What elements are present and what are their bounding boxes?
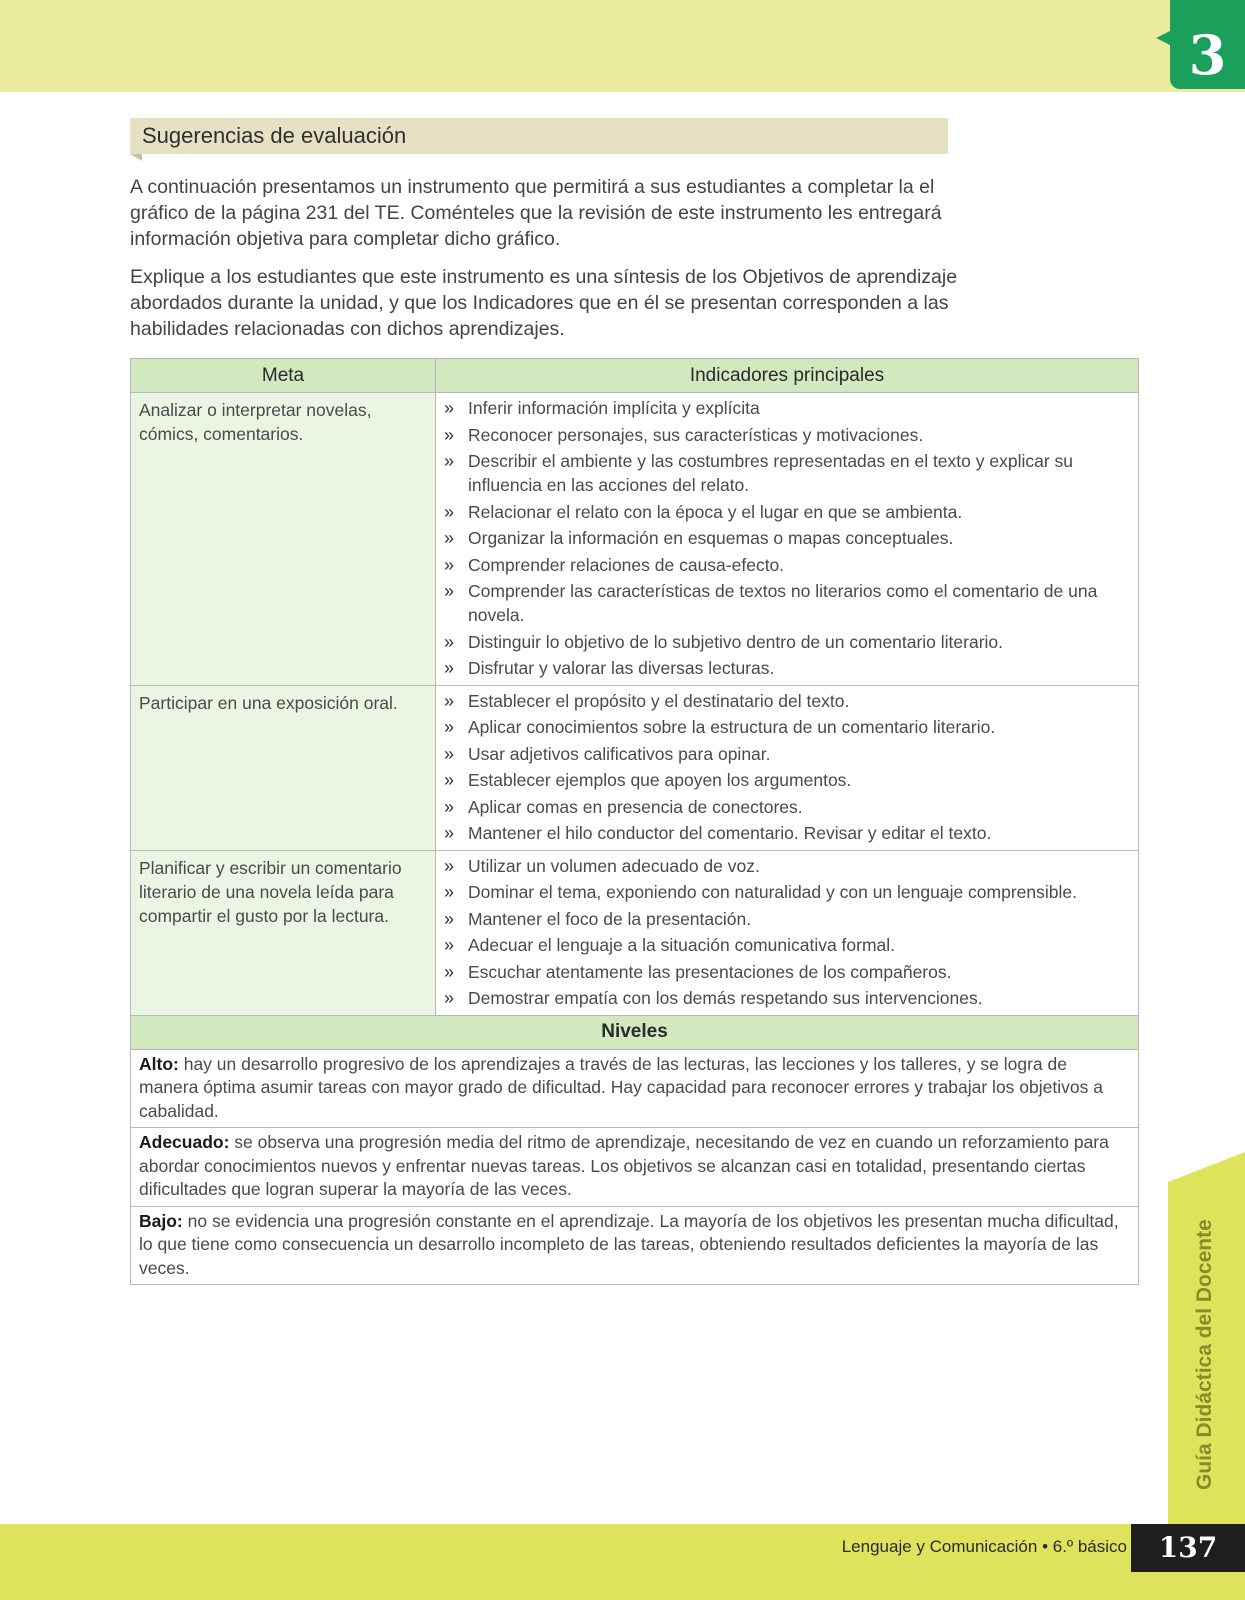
bullet-icon: » bbox=[444, 501, 455, 522]
indicator-item bbox=[444, 630, 1130, 654]
indicator-item bbox=[444, 396, 1130, 420]
indicator-item bbox=[444, 960, 1130, 984]
level-row bbox=[131, 1206, 1139, 1285]
section-title-tail bbox=[130, 154, 142, 161]
indicator-item bbox=[444, 854, 1130, 878]
indicator-item bbox=[444, 986, 1130, 1010]
bullet-icon: » bbox=[444, 935, 455, 955]
indicators-cell bbox=[436, 850, 1139, 1015]
level-label: Alto: bbox=[139, 1053, 179, 1074]
level-label: Bajo: bbox=[139, 1210, 183, 1231]
bullet-icon: » bbox=[444, 554, 455, 575]
bullet-icon: » bbox=[444, 961, 455, 982]
bullet-icon: » bbox=[444, 796, 455, 817]
bullet-icon: » bbox=[444, 855, 455, 876]
indicator-item bbox=[444, 526, 1130, 550]
section-title: Sugerencias de evaluación bbox=[130, 118, 948, 154]
indicator-text: Adecuar el lenguaje a la situación comunicativa formal. bbox=[468, 935, 896, 955]
header-meta: Meta bbox=[131, 359, 436, 393]
indicator-item bbox=[444, 579, 1130, 627]
meta-cell: Analizar o interpretar novelas, cómics, comentarios. bbox=[131, 393, 436, 686]
indicator-text: Comprender las características de textos no literarios como el comentario de una novela. bbox=[468, 581, 1098, 625]
indicator-text: Demostrar empatía con los demás respetando sus intervenciones. bbox=[468, 988, 983, 1008]
table-header-row bbox=[131, 359, 1139, 393]
level-row bbox=[131, 1128, 1139, 1207]
indicator-list bbox=[444, 689, 1130, 846]
bullet-icon: » bbox=[444, 581, 455, 601]
indicator-text: Organizar la información en esquemas o mapas conceptuales. bbox=[468, 528, 954, 548]
table-row bbox=[131, 850, 1139, 1015]
indicator-item bbox=[444, 553, 1130, 577]
indicators-cell bbox=[436, 393, 1139, 686]
indicator-item bbox=[444, 689, 1130, 713]
indicator-text: Describir el ambiente y las costumbres representadas en el texto y explicar su influencia en las acciones del relato. bbox=[468, 451, 1073, 495]
bullet-icon: » bbox=[444, 528, 455, 548]
indicators-cell bbox=[436, 685, 1139, 850]
bullet-icon: » bbox=[444, 770, 455, 790]
indicator-text: Aplicar comas en presencia de conectores. bbox=[468, 796, 803, 817]
level-text: no se evidencia una progresión constante en el aprendizaje. La mayoría de los objetivos les presentan mucha dificultad, lo que tiene como consecuencia un desarrollo incompleto de las tareas, obteniendo resultados deficientes la mayoría de las veces. bbox=[139, 1210, 1119, 1278]
bullet-icon: » bbox=[444, 398, 455, 418]
bullet-icon: » bbox=[444, 823, 455, 843]
indicator-text: Usar adjetivos calificativos para opinar. bbox=[468, 743, 771, 764]
bullet-icon: » bbox=[444, 690, 455, 711]
side-tab-top bbox=[1168, 1152, 1245, 1182]
indicator-text: Disfrutar y valorar las diversas lecturas. bbox=[468, 658, 775, 678]
indicator-list bbox=[444, 854, 1130, 1011]
intro-paragraph-2: Explique a los estudiantes que este instrumento es una síntesis de los Objetivos de aprendizaje abordados durante la unidad, y que los Indicadores que en él se presentan corresponden a las habilidades relacionadas con dichos aprendizajes. bbox=[130, 266, 958, 340]
indicator-item bbox=[444, 933, 1130, 957]
indicator-item bbox=[444, 907, 1130, 931]
indicator-text: Comprender relaciones de causa-efecto. bbox=[468, 554, 785, 575]
indicator-item bbox=[444, 880, 1130, 904]
indicator-item bbox=[444, 768, 1130, 792]
goal-rows bbox=[131, 393, 1139, 1016]
indicator-text: Dominar el tema, exponiendo con naturalidad y con un lenguaje comprensible. bbox=[468, 882, 1077, 902]
indicator-item bbox=[444, 821, 1130, 845]
level-label: Adecuado: bbox=[139, 1132, 230, 1152]
table-row bbox=[131, 393, 1139, 686]
indicator-text: Mantener el hilo conductor del comentario. Revisar y editar el texto. bbox=[468, 823, 992, 843]
side-label: Guía Didáctica del Docente bbox=[1193, 1219, 1216, 1490]
indicator-item bbox=[444, 795, 1130, 819]
bullet-icon: » bbox=[444, 882, 455, 902]
indicator-list bbox=[444, 396, 1130, 680]
indicator-text: Relacionar el relato con la época y el lugar en que se ambienta. bbox=[468, 501, 963, 522]
header-band bbox=[0, 0, 1245, 92]
level-alto bbox=[131, 1049, 1139, 1128]
level-bajo bbox=[131, 1206, 1139, 1285]
bullet-icon: » bbox=[444, 631, 455, 652]
footer-subject: Lenguaje y Comunicación • 6.º básico bbox=[841, 1537, 1127, 1556]
indicator-text: Aplicar conocimientos sobre la estructura de un comentario literario. bbox=[468, 717, 996, 737]
indicator-text: Establecer ejemplos que apoyen los argumentos. bbox=[468, 770, 852, 790]
indicator-item bbox=[444, 423, 1130, 447]
bullet-icon: » bbox=[444, 743, 455, 764]
bullet-icon: » bbox=[444, 658, 455, 678]
level-adecuado bbox=[131, 1128, 1139, 1207]
meta-cell: Participar en una exposición oral. bbox=[131, 685, 436, 850]
levels-header: Niveles bbox=[131, 1015, 1139, 1049]
level-row bbox=[131, 1049, 1139, 1128]
evaluation-table bbox=[130, 358, 1139, 1285]
indicator-text: Reconocer personajes, sus características y motivaciones. bbox=[468, 424, 924, 445]
indicator-text: Escuchar atentamente las presentaciones de los compañeros. bbox=[468, 961, 952, 982]
bullet-icon: » bbox=[444, 908, 455, 929]
intro-paragraph-1: A continuación presentamos un instrumento que permitirá a sus estudiantes a completar la el gráfico de la página 231 del TE. Coménteles que la revisión de este instrumento les entregará información objetiva para completar dicho gráfico. bbox=[130, 176, 942, 250]
bullet-icon: » bbox=[444, 451, 455, 471]
indicator-item bbox=[444, 715, 1130, 739]
level-text: hay un desarrollo progresivo de los aprendizajes a través de las lecturas, las lecciones y los talleres, y se logra de manera óptima asumir tareas con mayor grado de dificultad. Hay capacidad para reconocer errores y trabajar los objetivos a cabalidad. bbox=[139, 1053, 1103, 1121]
levels-header-row bbox=[131, 1015, 1139, 1049]
indicator-text: Distinguir lo objetivo de lo subjetivo dentro de un comentario literario. bbox=[468, 631, 1004, 652]
indicator-text: Mantener el foco de la presentación. bbox=[468, 908, 752, 929]
indicator-item bbox=[444, 742, 1130, 766]
meta-cell: Planificar y escribir un comentario literario de una novela leída para compartir el gusto por la lectura. bbox=[131, 850, 436, 1015]
indicator-item bbox=[444, 500, 1130, 524]
indicator-text: Utilizar un volumen adecuado de voz. bbox=[468, 855, 760, 876]
indicator-text: Establecer el propósito y el destinatario del texto. bbox=[468, 690, 850, 711]
indicator-text: Inferir información implícita y explícita bbox=[468, 398, 760, 418]
bullet-icon: » bbox=[444, 717, 455, 737]
bullet-icon: » bbox=[444, 988, 455, 1008]
table-row bbox=[131, 685, 1139, 850]
indicator-item bbox=[444, 656, 1130, 680]
indicator-item bbox=[444, 449, 1130, 497]
header-indicators: Indicadores principales bbox=[436, 359, 1139, 393]
unit-number-tab: 3 bbox=[1170, 0, 1245, 89]
bullet-icon: » bbox=[444, 424, 455, 445]
page-number: 137 bbox=[1131, 1524, 1245, 1572]
level-text: se observa una progresión media del ritmo de aprendizaje, necesitando de vez en cuando un reforzamiento para abordar conocimientos nuevos y enfrentar nuevas tareas. Los objetivos se alcanzan casi en totalidad, presentando ciertas dificultades que logran superar la mayoría de las veces. bbox=[139, 1132, 1109, 1199]
